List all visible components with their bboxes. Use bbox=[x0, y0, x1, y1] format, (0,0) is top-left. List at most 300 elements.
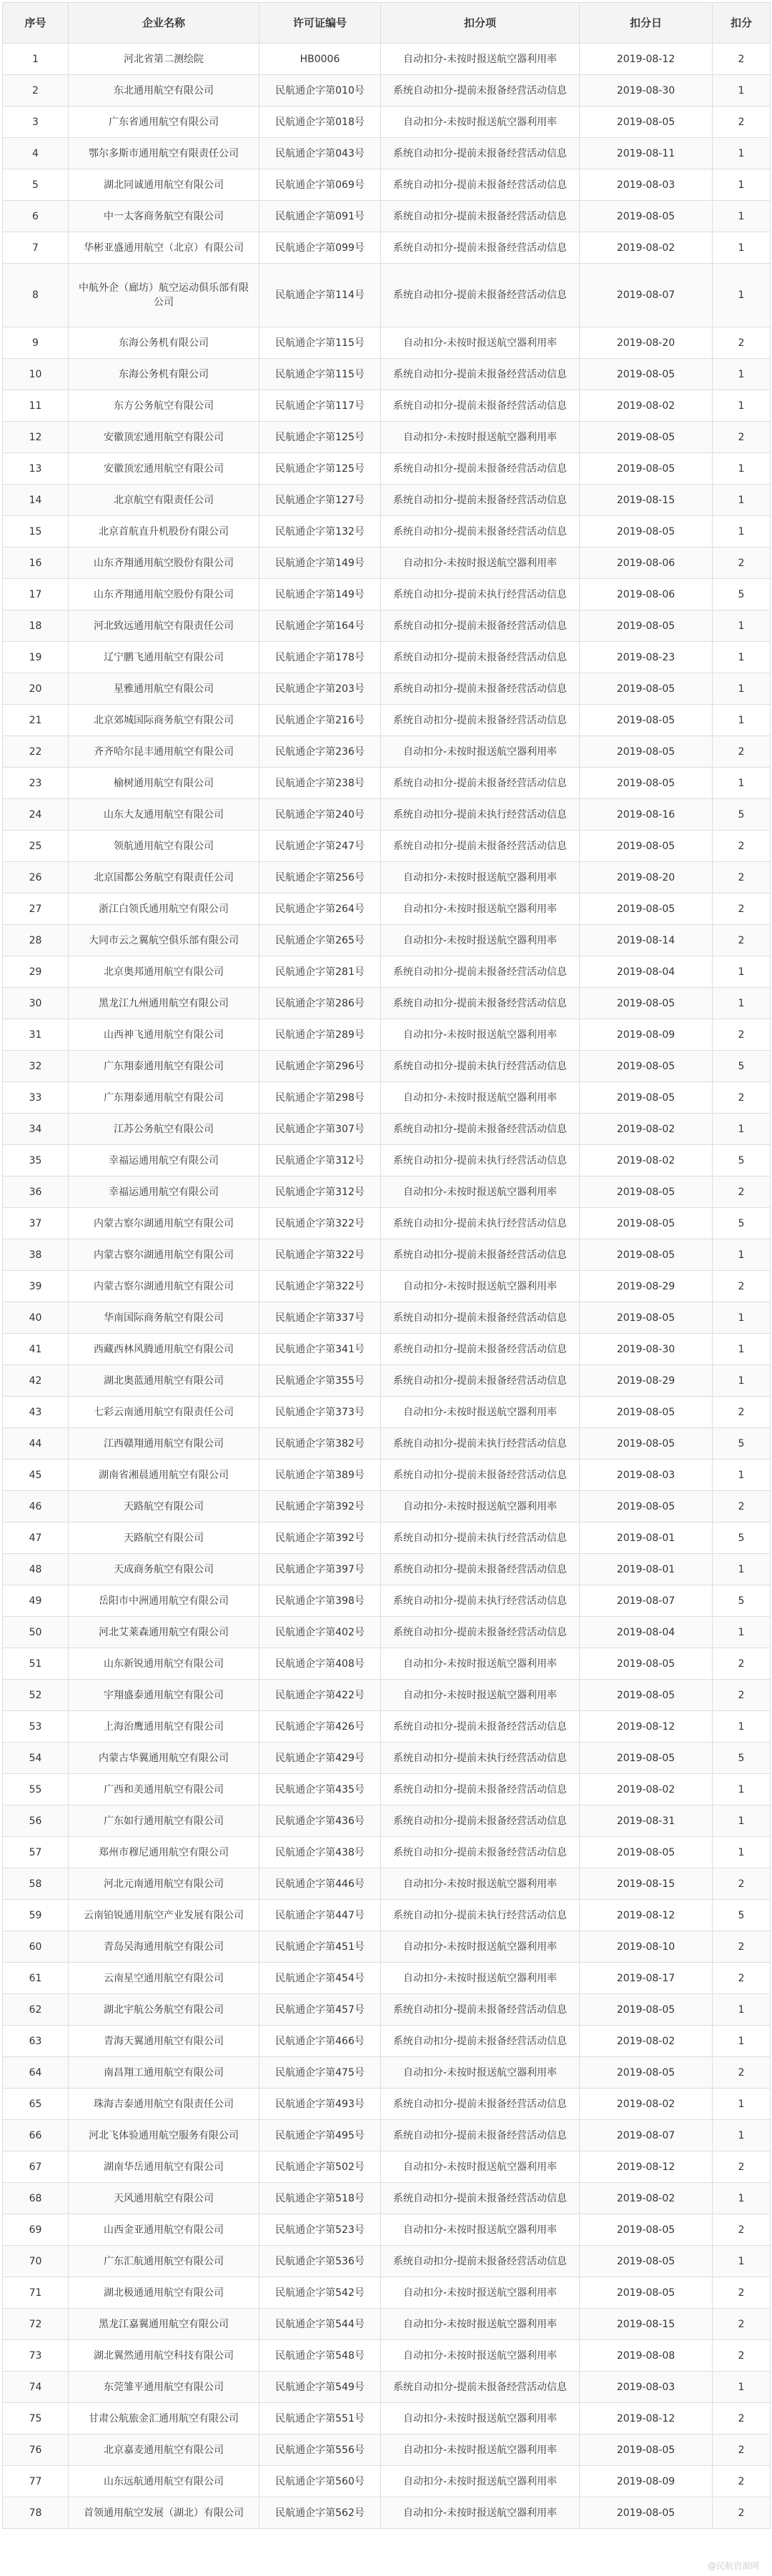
cell-item: 自动扣分-未按时报送航空器利用率 bbox=[381, 1176, 580, 1208]
cell-company: 北京国都公务航空有限责任公司 bbox=[69, 862, 259, 893]
cell-index: 48 bbox=[3, 1554, 69, 1585]
cell-points: 1 bbox=[713, 232, 771, 264]
cell-points: 1 bbox=[713, 516, 771, 548]
cell-company: 湖北同诚通用航空有限公司 bbox=[69, 169, 259, 201]
cell-company: 湖南省湘晨通用航空有限公司 bbox=[69, 1460, 259, 1491]
cell-license: 民航通企字第115号 bbox=[259, 359, 381, 390]
cell-points: 2 bbox=[713, 1868, 771, 1900]
cell-index: 35 bbox=[3, 1145, 69, 1176]
cell-index: 3 bbox=[3, 106, 69, 138]
cell-company: 领航通用航空有限公司 bbox=[69, 831, 259, 862]
cell-index: 69 bbox=[3, 2214, 69, 2246]
cell-points: 5 bbox=[713, 799, 771, 831]
cell-item: 系统自动扣分-提前未报备经营活动信息 bbox=[381, 2089, 580, 2120]
cell-index: 57 bbox=[3, 1837, 69, 1868]
table-row bbox=[3, 106, 771, 138]
cell-company: 西藏西林风腾通用航空有限公司 bbox=[69, 1334, 259, 1365]
cell-company: 榆树通用航空有限公司 bbox=[69, 768, 259, 799]
cell-license: 民航通企字第312号 bbox=[259, 1176, 381, 1208]
cell-item: 系统自动扣分-提前未报备经营活动信息 bbox=[381, 642, 580, 673]
cell-license: 民航通企字第502号 bbox=[259, 2151, 381, 2183]
cell-index: 16 bbox=[3, 548, 69, 579]
cell-index: 11 bbox=[3, 390, 69, 422]
cell-index: 60 bbox=[3, 1931, 69, 1963]
cell-company: 内蒙古察尔湖通用航空有限公司 bbox=[69, 1239, 259, 1271]
penalty-table bbox=[2, 2, 771, 2529]
cell-license: 民航通企字第307号 bbox=[259, 1114, 381, 1145]
cell-item: 自动扣分-未按时报送航空器利用率 bbox=[381, 2309, 580, 2340]
cell-date: 2019-08-05 bbox=[580, 106, 713, 138]
cell-points: 1 bbox=[713, 642, 771, 673]
cell-points: 1 bbox=[713, 988, 771, 1019]
penalty-table-container bbox=[2, 2, 770, 2529]
cell-date: 2019-08-05 bbox=[580, 201, 713, 232]
cell-points: 1 bbox=[713, 75, 771, 106]
table-row bbox=[3, 1711, 771, 1743]
cell-item: 系统自动扣分-提前未报备经营活动信息 bbox=[381, 1774, 580, 1805]
cell-points: 1 bbox=[713, 1617, 771, 1648]
cell-item: 系统自动扣分-提前未报备经营活动信息 bbox=[381, 2026, 580, 2057]
cell-date: 2019-08-05 bbox=[580, 988, 713, 1019]
cell-date: 2019-08-03 bbox=[580, 1460, 713, 1491]
cell-license: 民航通企字第115号 bbox=[259, 327, 381, 359]
cell-item: 自动扣分-未按时报送航空器利用率 bbox=[381, 44, 580, 75]
cell-points: 2 bbox=[713, 1397, 771, 1428]
cell-license: 民航通企字第422号 bbox=[259, 1680, 381, 1711]
cell-index: 41 bbox=[3, 1334, 69, 1365]
cell-points: 2 bbox=[713, 862, 771, 893]
cell-index: 29 bbox=[3, 956, 69, 988]
cell-item: 自动扣分-未按时报送航空器利用率 bbox=[381, 1680, 580, 1711]
cell-points: 2 bbox=[713, 1680, 771, 1711]
cell-company: 湖北极通通用航空有限公司 bbox=[69, 2277, 259, 2309]
cell-company: 北京首航直升机股份有限公司 bbox=[69, 516, 259, 548]
cell-company: 广东如行通用航空有限公司 bbox=[69, 1805, 259, 1837]
cell-date: 2019-08-07 bbox=[580, 264, 713, 327]
cell-license: 民航通企字第438号 bbox=[259, 1837, 381, 1868]
cell-license: 民航通企字第117号 bbox=[259, 390, 381, 422]
cell-points: 1 bbox=[713, 1365, 771, 1397]
cell-index: 49 bbox=[3, 1585, 69, 1617]
cell-company: 广东翔泰通用航空有限公司 bbox=[69, 1082, 259, 1114]
cell-company: 内蒙古察尔湖通用航空有限公司 bbox=[69, 1271, 259, 1302]
table-row bbox=[3, 1994, 771, 2026]
cell-license: 民航通企字第018号 bbox=[259, 106, 381, 138]
cell-date: 2019-08-05 bbox=[580, 2497, 713, 2529]
cell-item: 系统自动扣分-提前未执行经营活动信息 bbox=[381, 579, 580, 610]
cell-points: 1 bbox=[713, 1994, 771, 2026]
table-row bbox=[3, 2340, 771, 2372]
table-row bbox=[3, 1397, 771, 1428]
cell-points: 1 bbox=[713, 359, 771, 390]
table-row bbox=[3, 1774, 771, 1805]
cell-item: 系统自动扣分-提前未报备经营活动信息 bbox=[381, 169, 580, 201]
table-row bbox=[3, 2309, 771, 2340]
cell-item: 自动扣分-未按时报送航空器利用率 bbox=[381, 2466, 580, 2497]
cell-date: 2019-08-02 bbox=[580, 1145, 713, 1176]
cell-license: 民航通企字第382号 bbox=[259, 1428, 381, 1460]
cell-company: 山东远航通用航空有限公司 bbox=[69, 2466, 259, 2497]
cell-item: 系统自动扣分-提前未报备经营活动信息 bbox=[381, 201, 580, 232]
cell-index: 2 bbox=[3, 75, 69, 106]
table-row bbox=[3, 548, 771, 579]
cell-date: 2019-08-07 bbox=[580, 1585, 713, 1617]
cell-company: 上海治鹰通用航空有限公司 bbox=[69, 1711, 259, 1743]
cell-date: 2019-08-05 bbox=[580, 2434, 713, 2466]
cell-license: 民航通企字第544号 bbox=[259, 2309, 381, 2340]
cell-points: 1 bbox=[713, 610, 771, 642]
cell-company: 华彬亚盛通用航空（北京）有限公司 bbox=[69, 232, 259, 264]
table-row bbox=[3, 2026, 771, 2057]
cell-company: 湖北奥蓝通用航空有限公司 bbox=[69, 1365, 259, 1397]
cell-date: 2019-08-15 bbox=[580, 485, 713, 516]
table-row bbox=[3, 925, 771, 956]
cell-item: 系统自动扣分-提前未报备经营活动信息 bbox=[381, 453, 580, 485]
cell-item: 系统自动扣分-提前未报备经营活动信息 bbox=[381, 1711, 580, 1743]
cell-points: 2 bbox=[713, 2057, 771, 2089]
cell-date: 2019-08-05 bbox=[580, 2057, 713, 2089]
table-row bbox=[3, 1554, 771, 1585]
cell-points: 2 bbox=[713, 2497, 771, 2529]
cell-company: 青岛吴海通用航空有限公司 bbox=[69, 1931, 259, 1963]
cell-points: 2 bbox=[713, 1491, 771, 1522]
table-row bbox=[3, 2151, 771, 2183]
cell-item: 自动扣分-未按时报送航空器利用率 bbox=[381, 1271, 580, 1302]
cell-item: 系统自动扣分-提前未报备经营活动信息 bbox=[381, 956, 580, 988]
cell-index: 66 bbox=[3, 2120, 69, 2151]
cell-date: 2019-08-05 bbox=[580, 1648, 713, 1680]
cell-date: 2019-08-05 bbox=[580, 610, 713, 642]
cell-license: 民航通企字第341号 bbox=[259, 1334, 381, 1365]
header-license: 许可证编号 bbox=[259, 3, 381, 44]
cell-license: 民航通企字第149号 bbox=[259, 548, 381, 579]
cell-license: 民航通企字第451号 bbox=[259, 1931, 381, 1963]
cell-company: 内蒙古华翼通用航空有限公司 bbox=[69, 1743, 259, 1774]
cell-date: 2019-08-16 bbox=[580, 799, 713, 831]
cell-index: 13 bbox=[3, 453, 69, 485]
cell-points: 1 bbox=[713, 1554, 771, 1585]
cell-points: 2 bbox=[713, 2466, 771, 2497]
cell-points: 1 bbox=[713, 705, 771, 736]
cell-date: 2019-08-01 bbox=[580, 1522, 713, 1554]
table-row bbox=[3, 579, 771, 610]
cell-index: 70 bbox=[3, 2246, 69, 2277]
table-row bbox=[3, 1302, 771, 1334]
table-row bbox=[3, 956, 771, 988]
cell-item: 系统自动扣分-提前未报备经营活动信息 bbox=[381, 831, 580, 862]
cell-points: 2 bbox=[713, 925, 771, 956]
table-row bbox=[3, 422, 771, 453]
table-row bbox=[3, 2403, 771, 2434]
cell-item: 系统自动扣分-提前未报备经营活动信息 bbox=[381, 1617, 580, 1648]
cell-company: 湖北翼然通用航空科技有限公司 bbox=[69, 2340, 259, 2372]
cell-company: 东海公务机有限公司 bbox=[69, 359, 259, 390]
table-row bbox=[3, 988, 771, 1019]
cell-company: 广西和美通用航空有限公司 bbox=[69, 1774, 259, 1805]
cell-company: 幸福运通用航空有限公司 bbox=[69, 1145, 259, 1176]
cell-license: 民航通企字第542号 bbox=[259, 2277, 381, 2309]
cell-license: 民航通企字第447号 bbox=[259, 1900, 381, 1931]
table-row bbox=[3, 1208, 771, 1239]
cell-license: 民航通企字第454号 bbox=[259, 1963, 381, 1994]
cell-index: 59 bbox=[3, 1900, 69, 1931]
cell-item: 自动扣分-未按时报送航空器利用率 bbox=[381, 2497, 580, 2529]
cell-license: 民航通企字第312号 bbox=[259, 1145, 381, 1176]
cell-index: 18 bbox=[3, 610, 69, 642]
cell-license: 民航通企字第466号 bbox=[259, 2026, 381, 2057]
table-row bbox=[3, 1145, 771, 1176]
cell-points: 2 bbox=[713, 106, 771, 138]
cell-points: 1 bbox=[713, 2089, 771, 2120]
cell-company: 北京航空有限责任公司 bbox=[69, 485, 259, 516]
cell-license: 民航通企字第536号 bbox=[259, 2246, 381, 2277]
cell-license: 民航通企字第216号 bbox=[259, 705, 381, 736]
table-row bbox=[3, 2277, 771, 2309]
table-row bbox=[3, 2120, 771, 2151]
cell-item: 系统自动扣分-提前未执行经营活动信息 bbox=[381, 1585, 580, 1617]
cell-index: 65 bbox=[3, 2089, 69, 2120]
cell-points: 2 bbox=[713, 1931, 771, 1963]
table-row bbox=[3, 2183, 771, 2214]
table-row bbox=[3, 768, 771, 799]
cell-company: 华南国际商务航空有限公司 bbox=[69, 1302, 259, 1334]
cell-company: 江西赣翔通用航空有限公司 bbox=[69, 1428, 259, 1460]
cell-date: 2019-08-20 bbox=[580, 862, 713, 893]
cell-points: 2 bbox=[713, 2277, 771, 2309]
cell-date: 2019-08-05 bbox=[580, 359, 713, 390]
cell-company: 北京奥邦通用航空有限公司 bbox=[69, 956, 259, 988]
cell-points: 5 bbox=[713, 1208, 771, 1239]
cell-index: 75 bbox=[3, 2403, 69, 2434]
cell-index: 12 bbox=[3, 422, 69, 453]
cell-company: 天路航空有限公司 bbox=[69, 1491, 259, 1522]
cell-item: 自动扣分-未按时报送航空器利用率 bbox=[381, 327, 580, 359]
cell-license: 民航通企字第043号 bbox=[259, 138, 381, 169]
cell-date: 2019-08-20 bbox=[580, 327, 713, 359]
cell-company: 云南星空通用航空有限公司 bbox=[69, 1963, 259, 1994]
cell-date: 2019-08-08 bbox=[580, 2340, 713, 2372]
header-index: 序号 bbox=[3, 3, 69, 44]
cell-index: 32 bbox=[3, 1051, 69, 1082]
cell-company: 齐齐哈尔昆丰通用航空有限公司 bbox=[69, 736, 259, 768]
cell-item: 自动扣分-未按时报送航空器利用率 bbox=[381, 2277, 580, 2309]
table-row bbox=[3, 1680, 771, 1711]
table-row bbox=[3, 1176, 771, 1208]
cell-item: 系统自动扣分-提前未报备经营活动信息 bbox=[381, 1837, 580, 1868]
cell-points: 2 bbox=[713, 44, 771, 75]
table-row bbox=[3, 2057, 771, 2089]
cell-company: 首领通用航空发展（湖北）有限公司 bbox=[69, 2497, 259, 2529]
cell-points: 5 bbox=[713, 1051, 771, 1082]
cell-company: 安徽顶宏通用航空有限公司 bbox=[69, 453, 259, 485]
cell-index: 8 bbox=[3, 264, 69, 327]
cell-license: 民航通企字第398号 bbox=[259, 1585, 381, 1617]
cell-company: 岳阳市中洲通用航空有限公司 bbox=[69, 1585, 259, 1617]
cell-item: 自动扣分-未按时报送航空器利用率 bbox=[381, 736, 580, 768]
cell-license: 民航通企字第164号 bbox=[259, 610, 381, 642]
cell-points: 5 bbox=[713, 1585, 771, 1617]
table-row bbox=[3, 2497, 771, 2529]
cell-item: 系统自动扣分-提前未报备经营活动信息 bbox=[381, 1239, 580, 1271]
cell-date: 2019-08-11 bbox=[580, 138, 713, 169]
cell-item: 自动扣分-未按时报送航空器利用率 bbox=[381, 925, 580, 956]
cell-date: 2019-08-05 bbox=[580, 1491, 713, 1522]
cell-date: 2019-08-03 bbox=[580, 169, 713, 201]
cell-company: 天成商务航空有限公司 bbox=[69, 1554, 259, 1585]
cell-item: 系统自动扣分-提前未执行经营活动信息 bbox=[381, 1522, 580, 1554]
cell-license: 民航通企字第337号 bbox=[259, 1302, 381, 1334]
header-points: 扣分 bbox=[713, 3, 771, 44]
cell-date: 2019-08-05 bbox=[580, 1302, 713, 1334]
cell-item: 系统自动扣分-提前未报备经营活动信息 bbox=[381, 485, 580, 516]
cell-points: 2 bbox=[713, 2403, 771, 2434]
cell-company: 郑州市穆尼通用航空有限公司 bbox=[69, 1837, 259, 1868]
cell-date: 2019-08-02 bbox=[580, 390, 713, 422]
cell-index: 55 bbox=[3, 1774, 69, 1805]
cell-company: 宇翔盛泰通用航空有限公司 bbox=[69, 1680, 259, 1711]
table-row bbox=[3, 1334, 771, 1365]
cell-item: 系统自动扣分-提前未报备经营活动信息 bbox=[381, 390, 580, 422]
cell-company: 河北艾莱森通用航空有限公司 bbox=[69, 1617, 259, 1648]
table-row bbox=[3, 1522, 771, 1554]
cell-index: 61 bbox=[3, 1963, 69, 1994]
cell-index: 34 bbox=[3, 1114, 69, 1145]
cell-company: 天路航空有限公司 bbox=[69, 1522, 259, 1554]
cell-license: 民航通企字第446号 bbox=[259, 1868, 381, 1900]
cell-item: 系统自动扣分-提前未报备经营活动信息 bbox=[381, 1302, 580, 1334]
cell-license: 民航通企字第265号 bbox=[259, 925, 381, 956]
table-row bbox=[3, 1114, 771, 1145]
table-row bbox=[3, 453, 771, 485]
cell-date: 2019-08-07 bbox=[580, 2120, 713, 2151]
cell-item: 系统自动扣分-提前未报备经营活动信息 bbox=[381, 138, 580, 169]
cell-index: 45 bbox=[3, 1460, 69, 1491]
table-row bbox=[3, 169, 771, 201]
cell-index: 30 bbox=[3, 988, 69, 1019]
cell-date: 2019-08-05 bbox=[580, 2277, 713, 2309]
cell-license: 民航通企字第099号 bbox=[259, 232, 381, 264]
cell-points: 2 bbox=[713, 2434, 771, 2466]
cell-license: 民航通企字第132号 bbox=[259, 516, 381, 548]
cell-license: 民航通企字第493号 bbox=[259, 2089, 381, 2120]
cell-date: 2019-08-05 bbox=[580, 736, 713, 768]
table-row bbox=[3, 831, 771, 862]
cell-license: 民航通企字第298号 bbox=[259, 1082, 381, 1114]
cell-points: 1 bbox=[713, 1774, 771, 1805]
cell-item: 自动扣分-未按时报送航空器利用率 bbox=[381, 1397, 580, 1428]
cell-date: 2019-08-12 bbox=[580, 1711, 713, 1743]
table-row bbox=[3, 1900, 771, 1931]
cell-points: 1 bbox=[713, 264, 771, 327]
table-row bbox=[3, 2246, 771, 2277]
cell-license: 民航通企字第560号 bbox=[259, 2466, 381, 2497]
cell-license: 民航通企字第457号 bbox=[259, 1994, 381, 2026]
cell-index: 4 bbox=[3, 138, 69, 169]
cell-index: 10 bbox=[3, 359, 69, 390]
cell-points: 1 bbox=[713, 453, 771, 485]
cell-license: 民航通企字第518号 bbox=[259, 2183, 381, 2214]
cell-license: 民航通企字第240号 bbox=[259, 799, 381, 831]
cell-date: 2019-08-03 bbox=[580, 2372, 713, 2403]
cell-item: 系统自动扣分-提前未执行经营活动信息 bbox=[381, 1145, 580, 1176]
cell-date: 2019-08-05 bbox=[580, 831, 713, 862]
cell-company: 黑龙江九州通用航空有限公司 bbox=[69, 988, 259, 1019]
table-body bbox=[3, 44, 771, 2529]
cell-points: 1 bbox=[713, 1302, 771, 1334]
cell-company: 幸福运通用航空有限公司 bbox=[69, 1176, 259, 1208]
cell-company: 山东新锐通用航空有限公司 bbox=[69, 1648, 259, 1680]
cell-license: 民航通企字第562号 bbox=[259, 2497, 381, 2529]
cell-index: 36 bbox=[3, 1176, 69, 1208]
cell-date: 2019-08-12 bbox=[580, 1900, 713, 1931]
cell-company: 青海天翼通用航空有限公司 bbox=[69, 2026, 259, 2057]
table-row bbox=[3, 390, 771, 422]
cell-license: 民航通企字第149号 bbox=[259, 579, 381, 610]
cell-item: 系统自动扣分-提前未报备经营活动信息 bbox=[381, 988, 580, 1019]
cell-date: 2019-08-02 bbox=[580, 2183, 713, 2214]
cell-item: 系统自动扣分-提前未报备经营活动信息 bbox=[381, 1994, 580, 2026]
cell-license: HB0006 bbox=[259, 44, 381, 75]
cell-item: 系统自动扣分-提前未执行经营活动信息 bbox=[381, 1743, 580, 1774]
cell-index: 58 bbox=[3, 1868, 69, 1900]
cell-index: 43 bbox=[3, 1397, 69, 1428]
cell-company: 鄂尔多斯市通用航空有限责任公司 bbox=[69, 138, 259, 169]
cell-item: 系统自动扣分-提前未报备经营活动信息 bbox=[381, 2372, 580, 2403]
cell-company: 东北通用航空有限公司 bbox=[69, 75, 259, 106]
table-row bbox=[3, 673, 771, 705]
cell-date: 2019-08-01 bbox=[580, 1554, 713, 1585]
cell-license: 民航通企字第069号 bbox=[259, 169, 381, 201]
cell-item: 系统自动扣分-提前未执行经营活动信息 bbox=[381, 1900, 580, 1931]
cell-license: 民航通企字第549号 bbox=[259, 2372, 381, 2403]
cell-license: 民航通企字第495号 bbox=[259, 2120, 381, 2151]
cell-index: 62 bbox=[3, 1994, 69, 2026]
cell-item: 自动扣分-未按时报送航空器利用率 bbox=[381, 1491, 580, 1522]
cell-license: 民航通企字第551号 bbox=[259, 2403, 381, 2434]
table-row bbox=[3, 893, 771, 925]
table-row bbox=[3, 1051, 771, 1082]
cell-date: 2019-08-30 bbox=[580, 1334, 713, 1365]
cell-item: 系统自动扣分-提前未报备经营活动信息 bbox=[381, 705, 580, 736]
table-row bbox=[3, 1491, 771, 1522]
cell-license: 民航通企字第322号 bbox=[259, 1208, 381, 1239]
cell-points: 1 bbox=[713, 673, 771, 705]
cell-date: 2019-08-06 bbox=[580, 548, 713, 579]
table-row bbox=[3, 75, 771, 106]
cell-index: 17 bbox=[3, 579, 69, 610]
cell-license: 民航通企字第392号 bbox=[259, 1491, 381, 1522]
cell-item: 系统自动扣分-提前未报备经营活动信息 bbox=[381, 1114, 580, 1145]
cell-license: 民航通企字第475号 bbox=[259, 2057, 381, 2089]
cell-company: 广东汇航通用航空有限公司 bbox=[69, 2246, 259, 2277]
cell-item: 自动扣分-未按时报送航空器利用率 bbox=[381, 893, 580, 925]
table-row bbox=[3, 642, 771, 673]
cell-date: 2019-08-05 bbox=[580, 422, 713, 453]
cell-index: 23 bbox=[3, 768, 69, 799]
cell-company: 云南铂锐通用航空产业发展有限公司 bbox=[69, 1900, 259, 1931]
cell-points: 2 bbox=[713, 1648, 771, 1680]
cell-license: 民航通企字第426号 bbox=[259, 1711, 381, 1743]
table-row bbox=[3, 2372, 771, 2403]
cell-index: 54 bbox=[3, 1743, 69, 1774]
cell-company: 山东大友通用航空有限公司 bbox=[69, 799, 259, 831]
cell-date: 2019-08-04 bbox=[580, 956, 713, 988]
cell-index: 14 bbox=[3, 485, 69, 516]
cell-company: 北京嘉麦通用航空有限公司 bbox=[69, 2434, 259, 2466]
cell-points: 5 bbox=[713, 1428, 771, 1460]
table-row bbox=[3, 2214, 771, 2246]
cell-points: 1 bbox=[713, 2246, 771, 2277]
